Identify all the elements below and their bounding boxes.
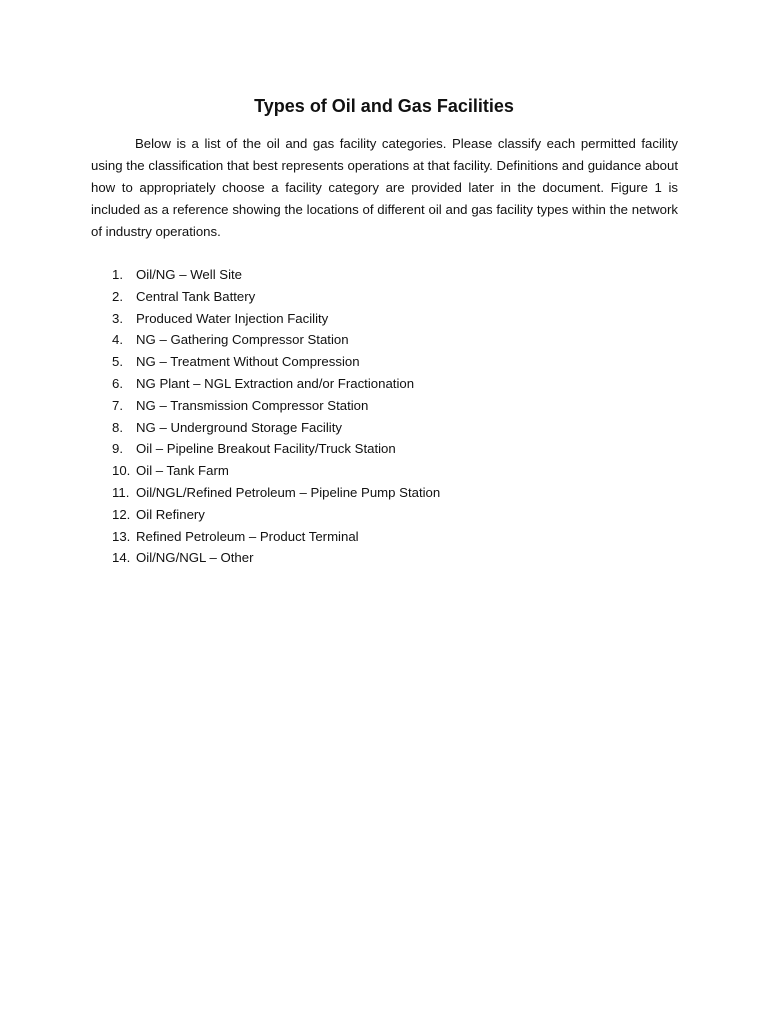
list-item-text: NG – Transmission Compressor Station: [136, 397, 369, 413]
list-item-text: NG – Treatment Without Compression: [136, 354, 360, 370]
list-item: [112, 308, 672, 330]
list-item-number: 7.: [112, 397, 123, 413]
facility-list: [112, 264, 672, 569]
list-item-number: 13.: [112, 528, 131, 544]
list-item-text: Oil/NGL/Refined Petroleum – Pipeline Pump Station: [136, 484, 441, 500]
list-item-text: Oil/NG – Well Site: [136, 267, 243, 282]
list-item-text: NG – Gathering Compressor Station: [136, 332, 349, 348]
list-item-text: Oil – Tank Farm: [136, 463, 229, 479]
list-item-number: 14.: [112, 550, 131, 566]
intro-paragraph: Below is a list of the oil and gas facility categories. Please classify each permitted facility using the classification that best represents operations at that facility. Definitions and guidance about how to appropriately choose a facility category are provided later in the document. Figure 1 is included as a reference showing the locations of different oil and gas facility types within the network of industry operations.: [91, 136, 678, 239]
list-item-text: Oil/NG/NGL – Other: [136, 550, 254, 566]
list-item: [112, 329, 672, 351]
list-item-text: Oil – Pipeline Breakout Facility/Truck Station: [136, 441, 396, 457]
list-item: [112, 351, 672, 373]
list-item-number: 12.: [112, 506, 131, 522]
list-item-number: 2.: [112, 288, 123, 304]
list-item-number: 10.: [112, 463, 131, 479]
list-item: [112, 482, 672, 504]
list-item-text: Oil Refinery: [136, 506, 205, 522]
list-item: [112, 286, 672, 308]
list-item: [112, 395, 672, 417]
list-item-number: 5.: [112, 354, 123, 370]
list-item-text: Central Tank Battery: [136, 288, 256, 304]
list-item-text: Refined Petroleum – Product Terminal: [136, 528, 359, 544]
list-item-text: NG Plant – NGL Extraction and/or Fractionation: [136, 375, 415, 391]
list-item: [112, 438, 672, 460]
list-item: [112, 526, 672, 548]
page-title: Types of Oil and Gas Facilities: [254, 96, 514, 116]
list-item-text: NG – Underground Storage Facility: [136, 419, 342, 435]
list-item-number: 3.: [112, 310, 123, 326]
list-item-number: 9.: [112, 441, 123, 457]
list-item-number: 8.: [112, 419, 123, 435]
list-item-number: 1.: [112, 267, 123, 282]
list-item-number: 4.: [112, 332, 123, 348]
list-item: [112, 373, 672, 395]
list-item-number: 6.: [112, 375, 123, 391]
list-item: [112, 264, 672, 286]
list-item: [112, 417, 672, 439]
list-item: [112, 460, 672, 482]
list-item: [112, 504, 672, 526]
list-item: [112, 547, 672, 569]
list-item-text: Produced Water Injection Facility: [136, 310, 329, 326]
list-item-number: 11.: [112, 484, 130, 500]
